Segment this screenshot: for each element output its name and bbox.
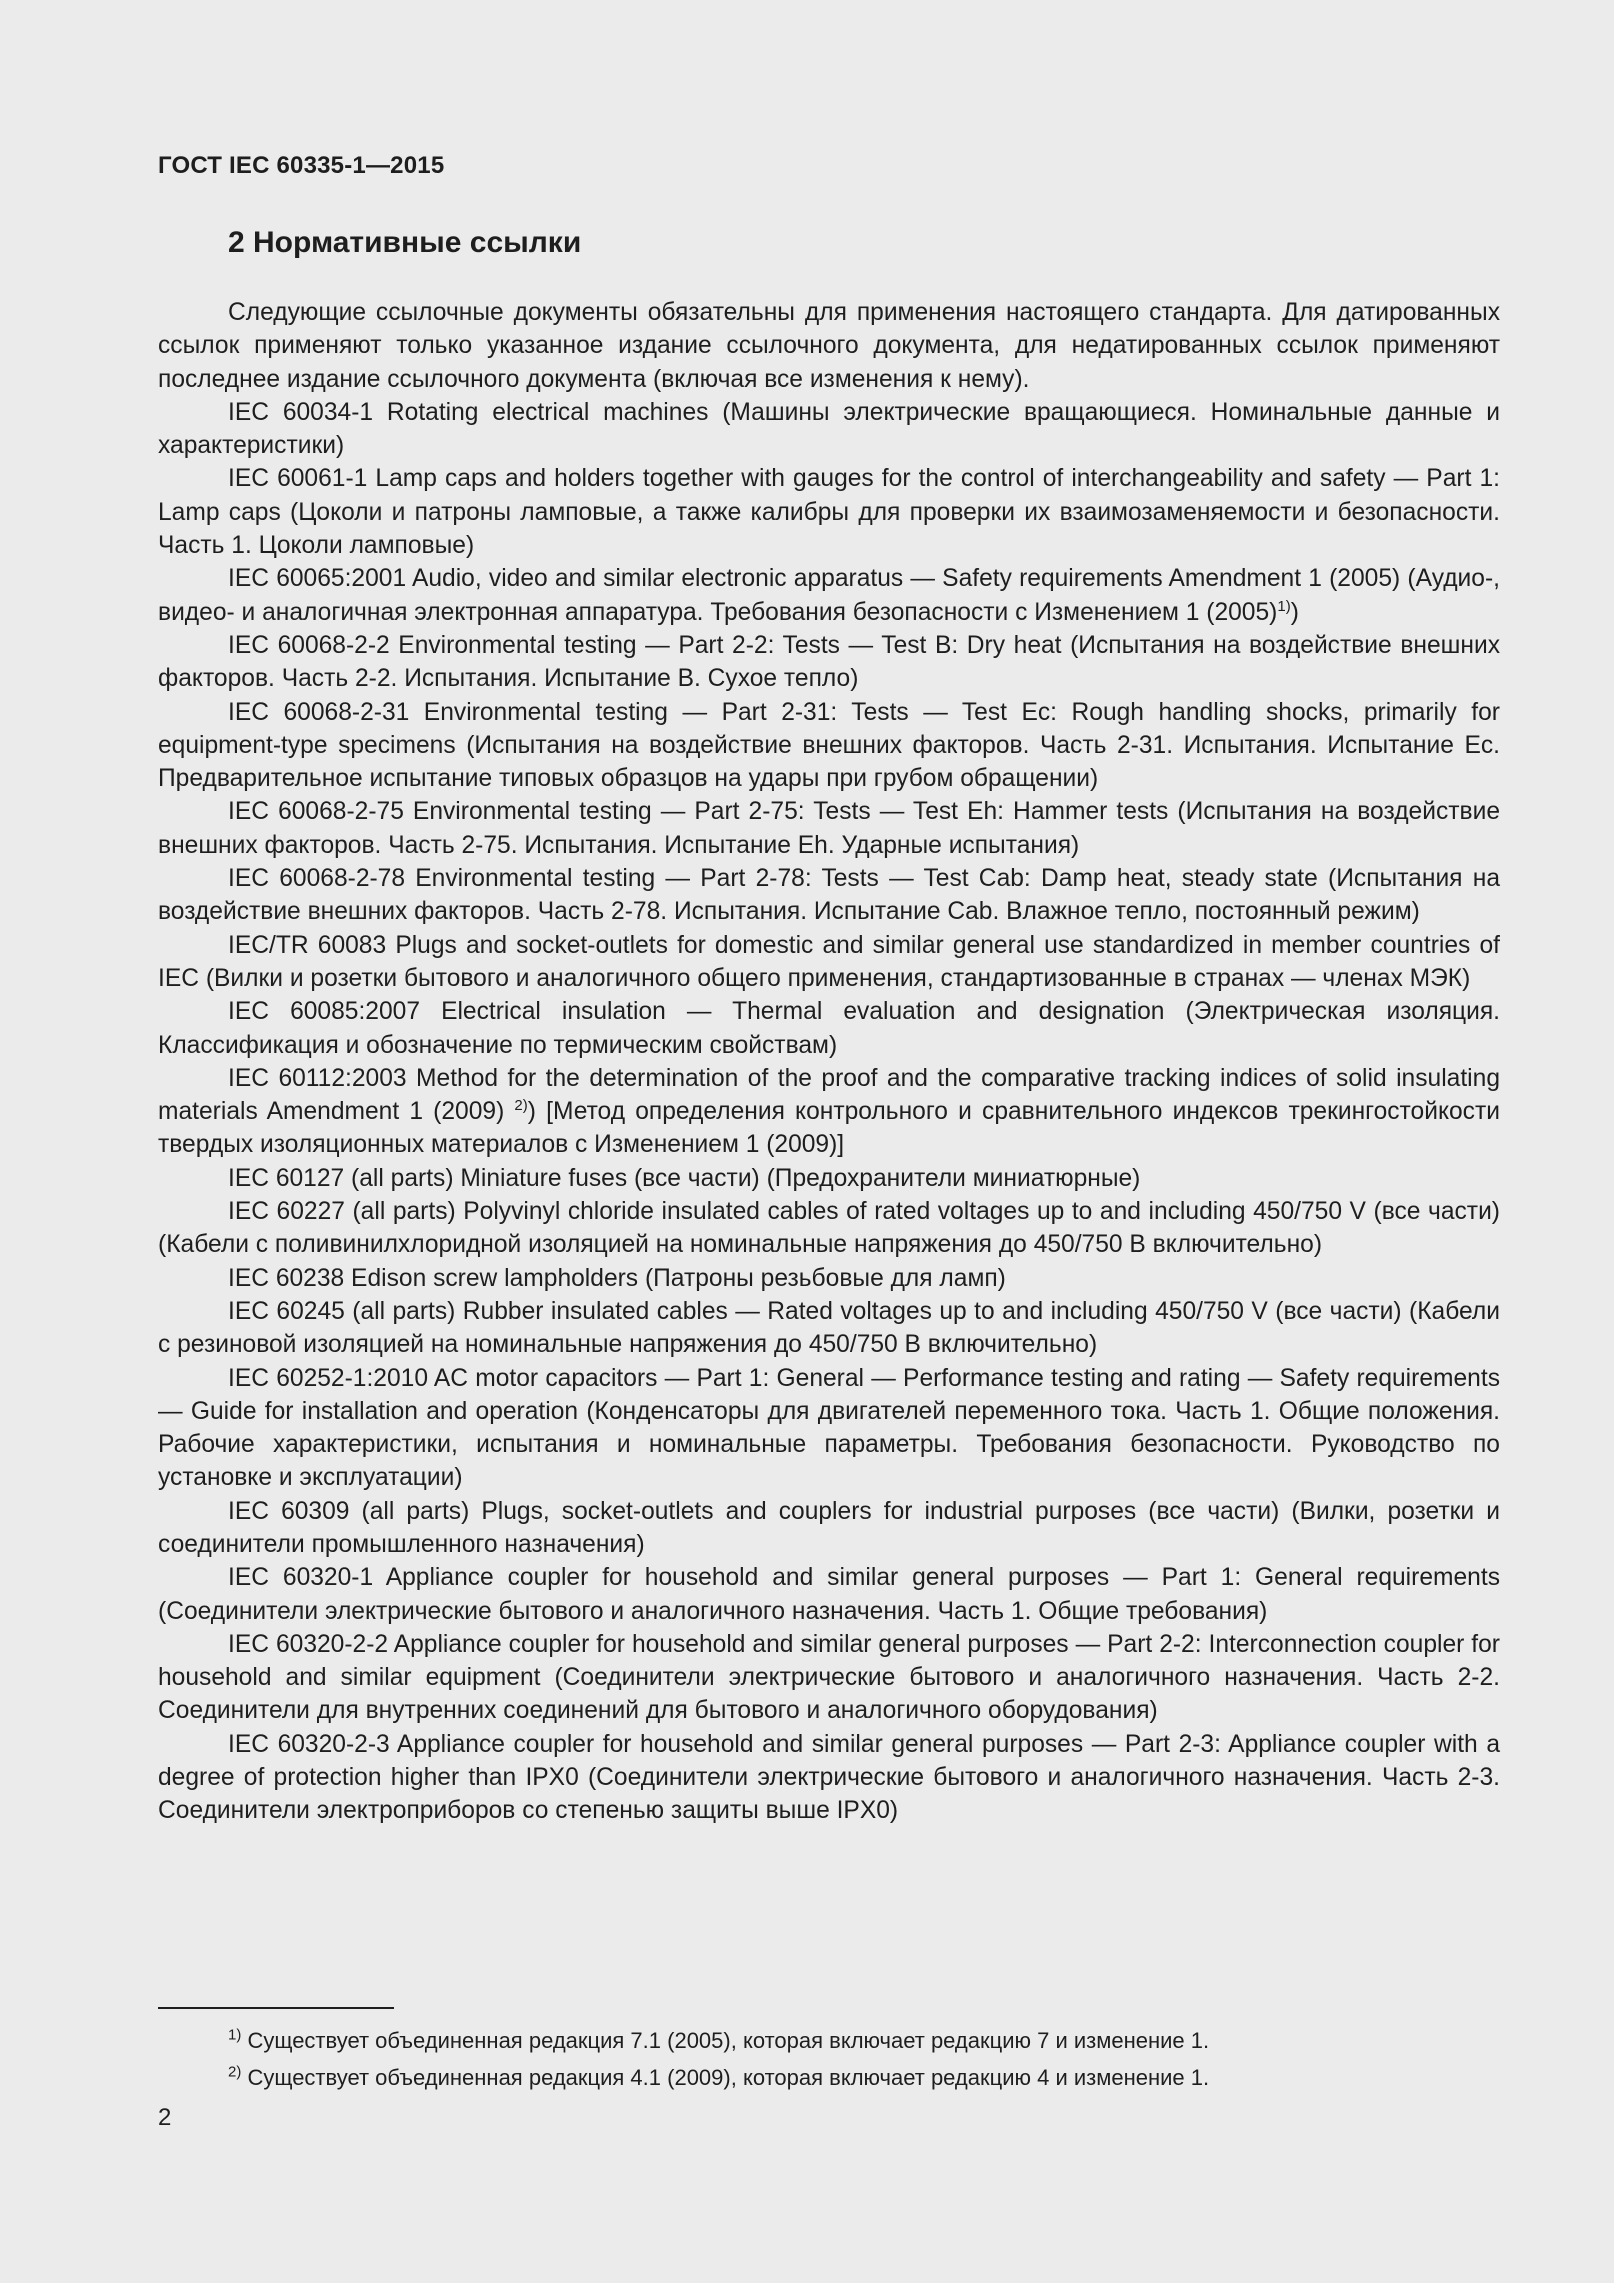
reference-item: IEC 60320-1 Appliance coupler for household and similar general purposes — Part 1: General requirements (Соединители электрические бытового и аналогичного назначения. Часть 1. Общие требования) [158, 1564, 1500, 1625]
reference-text: IEC 60112:2003 Method for the determination of the proof and the comparative tracking indices of solid insulating materials Amendment 1 (2009) [158, 1064, 1500, 1126]
footnote [158, 2022, 1500, 2059]
reference-text: ) [1290, 598, 1299, 626]
reference-item: IEC 60085:2007 Electrical insulation — Thermal evaluation and designation (Электрическая изоляция. Классификация и обозначение по термическим свойствам) [158, 998, 1500, 1059]
reference-item: IEC 60068-2-2 Environmental testing — Part 2-2: Tests — Test B: Dry heat (Испытания на воздействие внешних факторов. Часть 2-2. Испытания. Испытание B. Сухое тепло) [158, 631, 1500, 693]
reference-item [158, 1062, 1500, 1162]
reference-item: IEC 60127 (all parts) Miniature fuses (все части) (Предохранители миниатюрные) [228, 1164, 1141, 1192]
reference-item: IEC 60309 (all parts) Plugs, socket-outlets and couplers for industrial purposes (все части) (Вилки, розетки и соединители промышленного назначения) [158, 1497, 1500, 1558]
footnote [158, 2059, 1500, 2096]
reference-item: IEC 60320-2-2 Appliance coupler for household and similar general purposes — Part 2-2: Interconnection coupler for household and similar equipment (Соединители электрические бытового и аналогичного назначения. Часть 2-2. Соединители для внутренних соединений для бытового и аналогичного оборудования) [158, 1630, 1500, 1725]
footnotes [158, 2022, 1500, 2096]
reference-item: IEC/TR 60083 Plugs and socket-outlets for domestic and similar general use standardized in member countries of IEC (Вилки и розетки бытового и аналогичного общего применения, стандартизованные в странах — членах МЭК) [158, 931, 1500, 992]
footnote-text: Существует объединенная редакция 4.1 (2009), которая включает редакцию 4 и изменение 1. [241, 2065, 1210, 2090]
section-title: 2 Нормативные ссылки [228, 226, 582, 259]
reference-item: IEC 60034-1 Rotating electrical machines (Машины электрические вращающиеся. Номинальные данные и характеристики) [158, 398, 1500, 460]
reference-item: IEC 60320-2-3 Appliance coupler for household and similar general purposes — Part 2-3: Appliance coupler with a degree of protection higher than IPX0 (Соединители электрические бытового и аналогичного назначения. Часть 2-3. Соединители электроприборов со степенью защиты выше IPX0) [158, 1730, 1500, 1825]
references-body [158, 296, 1500, 1828]
reference-item: IEC 60061-1 Lamp caps and holders together with gauges for the control of interchangeability and safety — Part 1: Lamp caps (Цоколи и патроны ламповые, а также калибры для проверки их взаимозаменяемости и безопасности. Часть 1. Цоколи ламповые) [158, 465, 1500, 560]
footnote-ref: 1) [1277, 597, 1291, 615]
reference-item: IEC 60068-2-75 Environmental testing — Part 2-75: Tests — Test Eh: Hammer tests (Испытания на воздействие внешних факторов. Часть 2-75. Испытания. Испытание Eh. Ударные испытания) [158, 798, 1500, 859]
reference-text: ) [Метод определения контрольного и сравнительного индексов трекингостойкости твердых изоляционных материалов с Изменением 1 (2009)] [158, 1098, 1500, 1159]
reference-item: IEC 60252-1:2010 AC motor capacitors — Part 1: General — Performance testing and rating — Safety requirements — Guide for installation and operation (Конденсаторы для двигателей переменного тока. Часть 1. Общие положения. Рабочие характеристики, испытания и номинальные параметры. Требования безопасности. Руководство по установке и эксплуатации) [158, 1364, 1500, 1492]
reference-text: IEC 60065:2001 Audio, video and similar electronic apparatus — Safety requirements Amendment 1 (2005) (Аудио-, видео- и аналогичная электронная аппаратура. Требования безопасности с Изменением 1 (2005) [158, 565, 1500, 626]
footnote-mark: 2) [228, 2063, 242, 2081]
reference-item: IEC 60227 (all parts) Polyvinyl chloride insulated cables of rated voltages up to and including 450/750 V (все части) (Кабели с поливинилхлоридной изоляцией на номинальные напряжения до 450/750 В включительно) [158, 1198, 1500, 1259]
reference-item: IEC 60068-2-78 Environmental testing — Part 2-78: Tests — Test Cab: Damp heat, steady state (Испытания на воздействие внешних факторов. Часть 2-78. Испытания. Испытание Cab. Влажное тепло, постоянный режим) [158, 865, 1500, 926]
reference-item [158, 562, 1500, 629]
footnote-text: Существует объединенная редакция 7.1 (2005), которая включает редакцию 7 и изменение 1. [241, 2028, 1210, 2053]
document-header: ГОСТ IEC 60335-1—2015 [158, 152, 445, 179]
reference-item: IEC 60238 Edison screw lampholders (Патроны резьбовые для ламп) [228, 1264, 1006, 1292]
footnote-divider [158, 2007, 394, 2009]
intro-paragraph: Следующие ссылочные документы обязательны для применения настоящего стандарта. Для датированных ссылок применяют только указанное издание ссылочного документа, для недатированных ссылок применяют последнее издание ссылочного документа (включая все изменения к нему). [158, 299, 1500, 393]
reference-item: IEC 60068-2-31 Environmental testing — Part 2-31: Tests — Test Ec: Rough handling shocks, primarily for equipment-type specimens (Испытания на воздействие внешних факторов. Часть 2-31. Испытания. Испытание Ec. Предварительное испытание типовых образцов на удары при грубом обращении) [158, 698, 1500, 793]
page-number: 2 [158, 2104, 172, 2131]
footnote-ref: 2) [514, 1096, 528, 1114]
footnote-mark: 1) [228, 2026, 242, 2044]
reference-item: IEC 60245 (all parts) Rubber insulated cables — Rated voltages up to and including 450/750 V (все части) (Кабели с резиновой изоляцией на номинальные напряжения до 450/750 В включительно) [158, 1297, 1500, 1359]
